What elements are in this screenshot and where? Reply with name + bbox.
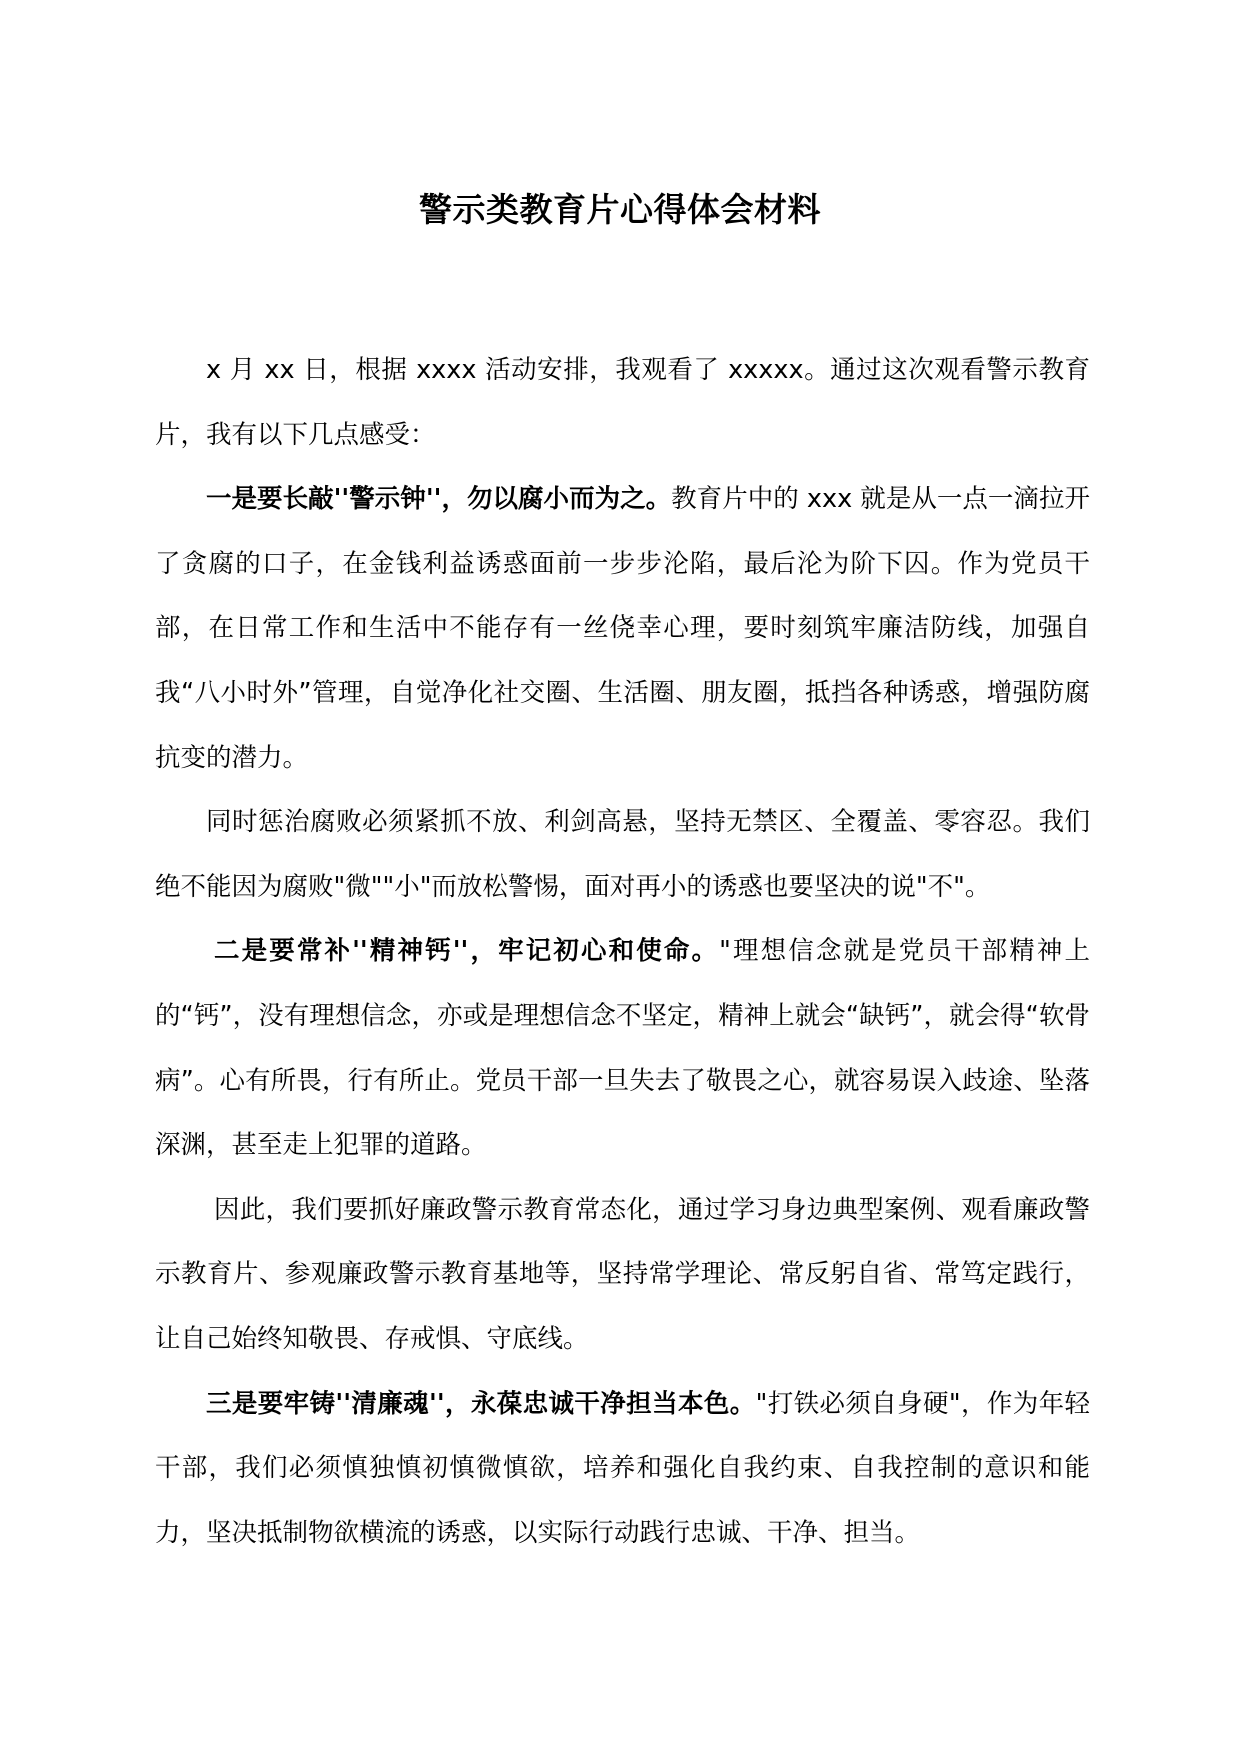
- document-title: 警示类教育片心得体会材料: [419, 190, 821, 229]
- paragraph-lead: 三是要牢铸''清廉魂''，永葆忠诚干净担当本色。: [206, 1388, 756, 1419]
- paragraph-text: x 月 xx 日，根据 xxxx 活动安排，我观看了 xxxxx。通过这次观看警示教育片，我有以下几点感受：: [155, 355, 1090, 450]
- paragraph-lead: 一是要长敲''警示钟''，勿以腐小而为之。: [206, 484, 672, 515]
- paragraph-text: "打铁必须自身硬"，作为年轻干部，我们必须慎独慎初慎微慎欲，培养和强化自我约束、自我控制的意识和能力，坚决抵制物欲横流的诱惑，以实际行动践行忠诚、干净、担当。: [155, 1388, 1090, 1548]
- paragraph-text: 同时惩治腐败必须紧抓不放、利剑高悬，坚持无禁区、全覆盖、零容忍。我们绝不能因为腐败"微""小"而放松警惕，面对再小的诱惑也要坚决的说"不"。: [155, 807, 1090, 902]
- paragraph-point-two-followup: [155, 1178, 1090, 1372]
- paragraph-point-three: [155, 1372, 1090, 1566]
- paragraph-text: 因此，我们要抓好廉政警示教育常态化，通过学习身边典型案例、观看廉政警示教育片、参观廉政警示教育基地等，坚持常学理论、常反躬自省、常笃定践行，让自己始终知敬畏、存戒惧、守底线。: [155, 1194, 1090, 1354]
- paragraph-text: "理想信念就是党员干部精神上的“钙”，没有理想信念，亦或是理想信念不坚定，精神上就会“缺钙”，就会得“软骨病”。心有所畏，行有所止。党员干部一旦失去了敬畏之心，就容易误入歧途、坠落深渊，甚至走上犯罪的道路。: [155, 936, 1090, 1161]
- paragraph-lead: 二是要常补''精神钙''，牢记初心和使命。: [214, 936, 720, 967]
- paragraph-text: 教育片中的 xxx 就是从一点一滴拉开了贪腐的口子，在金钱利益诱惑面前一步步沦陷，最后沦为阶下囚。作为党员干部，在日常工作和生活中不能存有一丝侥幸心理，要时刻筑牢廉洁防线，加强自我“八小时外”管理，自觉净化社交圈、生活圈、朋友圈，抵挡各种诱惑，增强防腐抗变的潜力。: [155, 484, 1090, 773]
- paragraph-point-one: [155, 467, 1090, 790]
- paragraph-point-one-followup: [155, 790, 1090, 919]
- document-body: [155, 338, 1090, 1565]
- paragraph-intro: [155, 338, 1090, 467]
- paragraph-point-two: [155, 919, 1090, 1177]
